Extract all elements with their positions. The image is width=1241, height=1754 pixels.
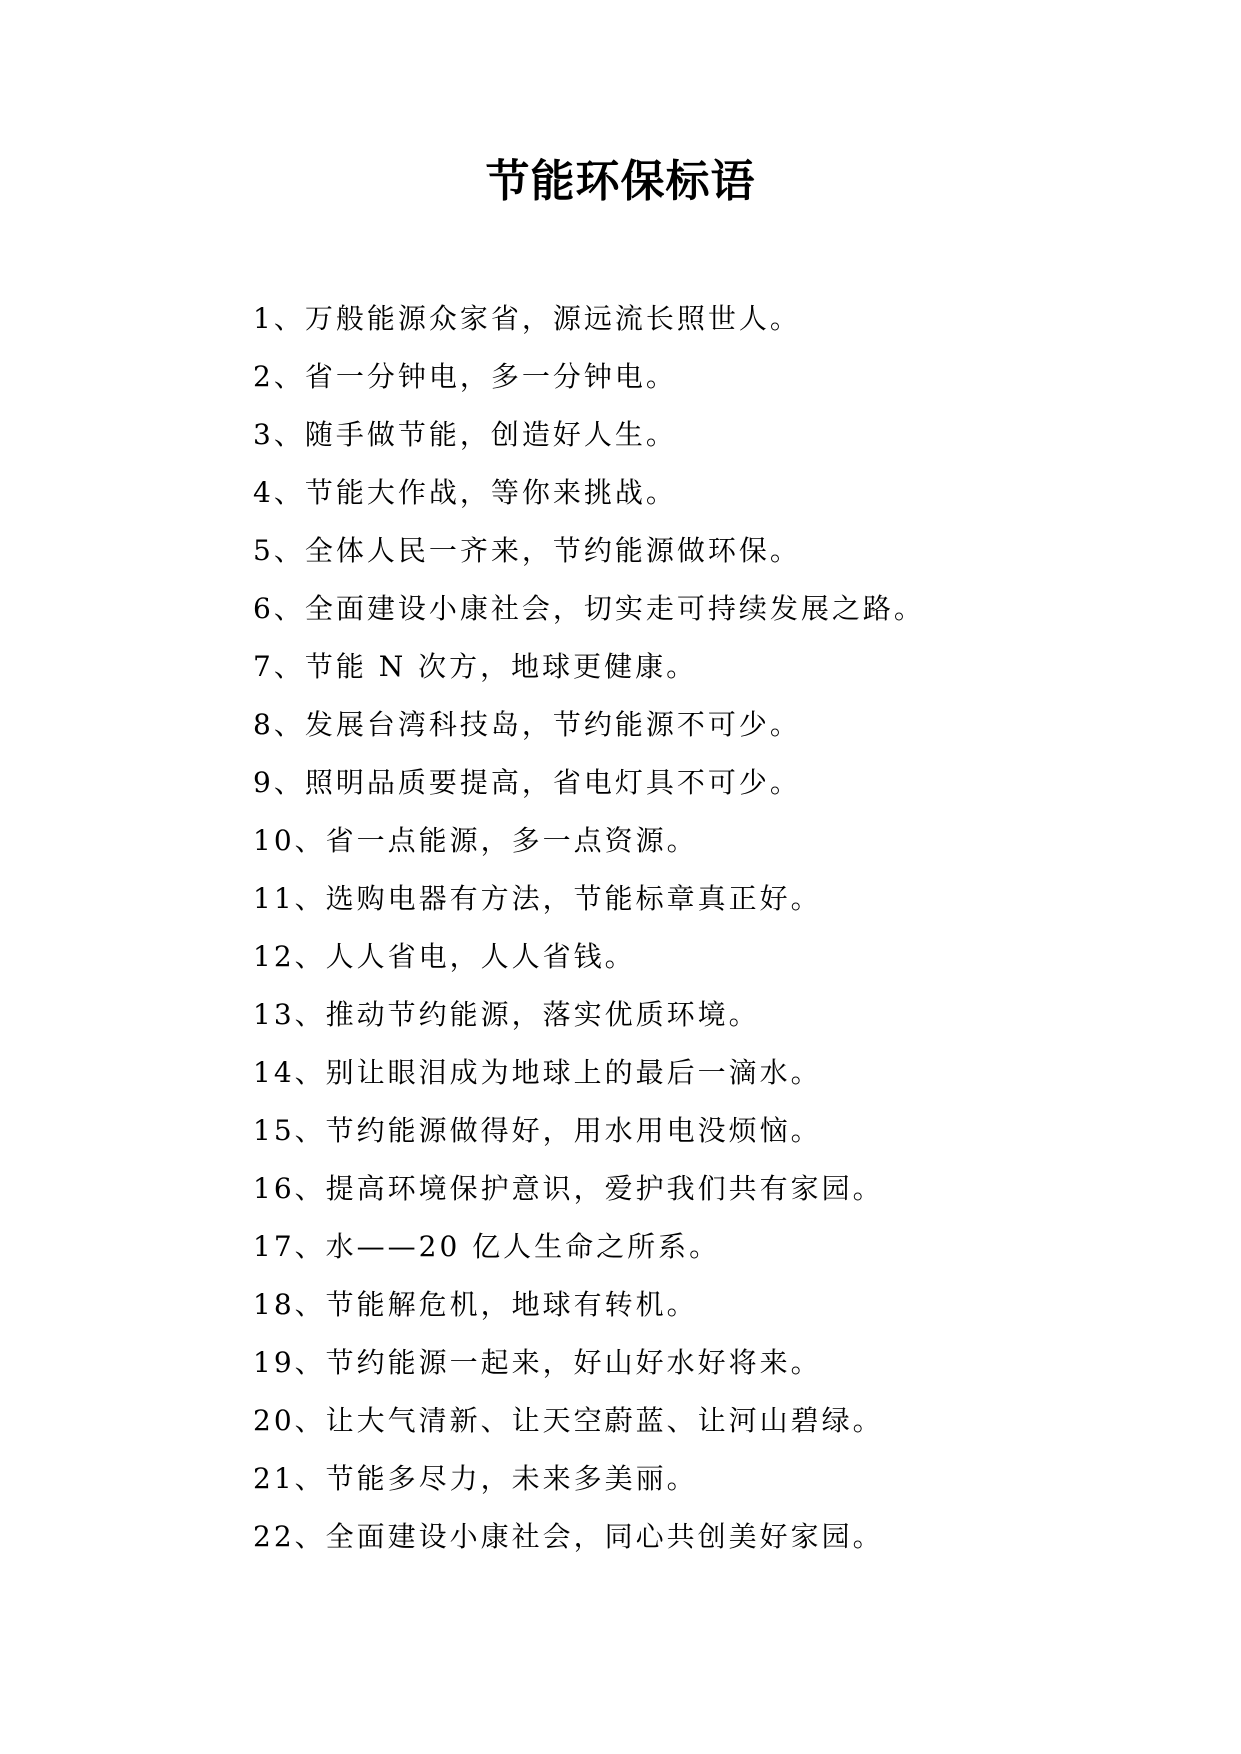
slogan-item: 21、节能多尽力，未来多美丽。 <box>253 1462 698 1495</box>
slogan-item: 17、水——20 亿人生命之所系。 <box>253 1230 721 1263</box>
slogan-item: 12、人人省电，人人省钱。 <box>253 940 636 973</box>
slogan-item: 19、节约能源一起来，好山好水好将来。 <box>253 1346 822 1379</box>
slogan-item: 7、节能 N 次方，地球更健康。 <box>253 650 698 683</box>
slogan-item: 15、节约能源做得好，用水用电没烦恼。 <box>253 1114 822 1147</box>
slogan-list <box>253 290 1193 1566</box>
slogan-item: 4、节能大作战，等你来挑战。 <box>253 476 677 509</box>
slogan-item: 14、别让眼泪成为地球上的最后一滴水。 <box>253 1056 822 1089</box>
slogan-item: 18、节能解危机，地球有转机。 <box>253 1288 698 1321</box>
slogan-item: 6、全面建设小康社会，切实走可持续发展之路。 <box>253 592 925 625</box>
slogan-item: 5、全体人民一齐来，节约能源做环保。 <box>253 534 801 567</box>
slogan-item: 8、发展台湾科技岛，节约能源不可少。 <box>253 708 801 741</box>
slogan-item: 10、省一点能源，多一点资源。 <box>253 824 698 857</box>
slogan-item: 20、让大气清新、让天空蔚蓝、让河山碧绿。 <box>253 1404 884 1437</box>
slogan-item: 1、万般能源众家省，源远流长照世人。 <box>253 302 801 335</box>
page-title: 节能环保标语 <box>485 156 756 207</box>
slogan-item: 3、随手做节能，创造好人生。 <box>253 418 677 451</box>
slogan-item: 2、省一分钟电，多一分钟电。 <box>253 360 677 393</box>
slogan-item: 16、提高环境保护意识，爱护我们共有家园。 <box>253 1172 884 1205</box>
slogan-item: 22、全面建设小康社会，同心共创美好家园。 <box>253 1520 884 1553</box>
slogan-item: 11、选购电器有方法，节能标章真正好。 <box>253 882 822 915</box>
slogan-item: 13、推动节约能源，落实优质环境。 <box>253 998 760 1031</box>
slogan-item: 9、照明品质要提高，省电灯具不可少。 <box>253 766 801 799</box>
